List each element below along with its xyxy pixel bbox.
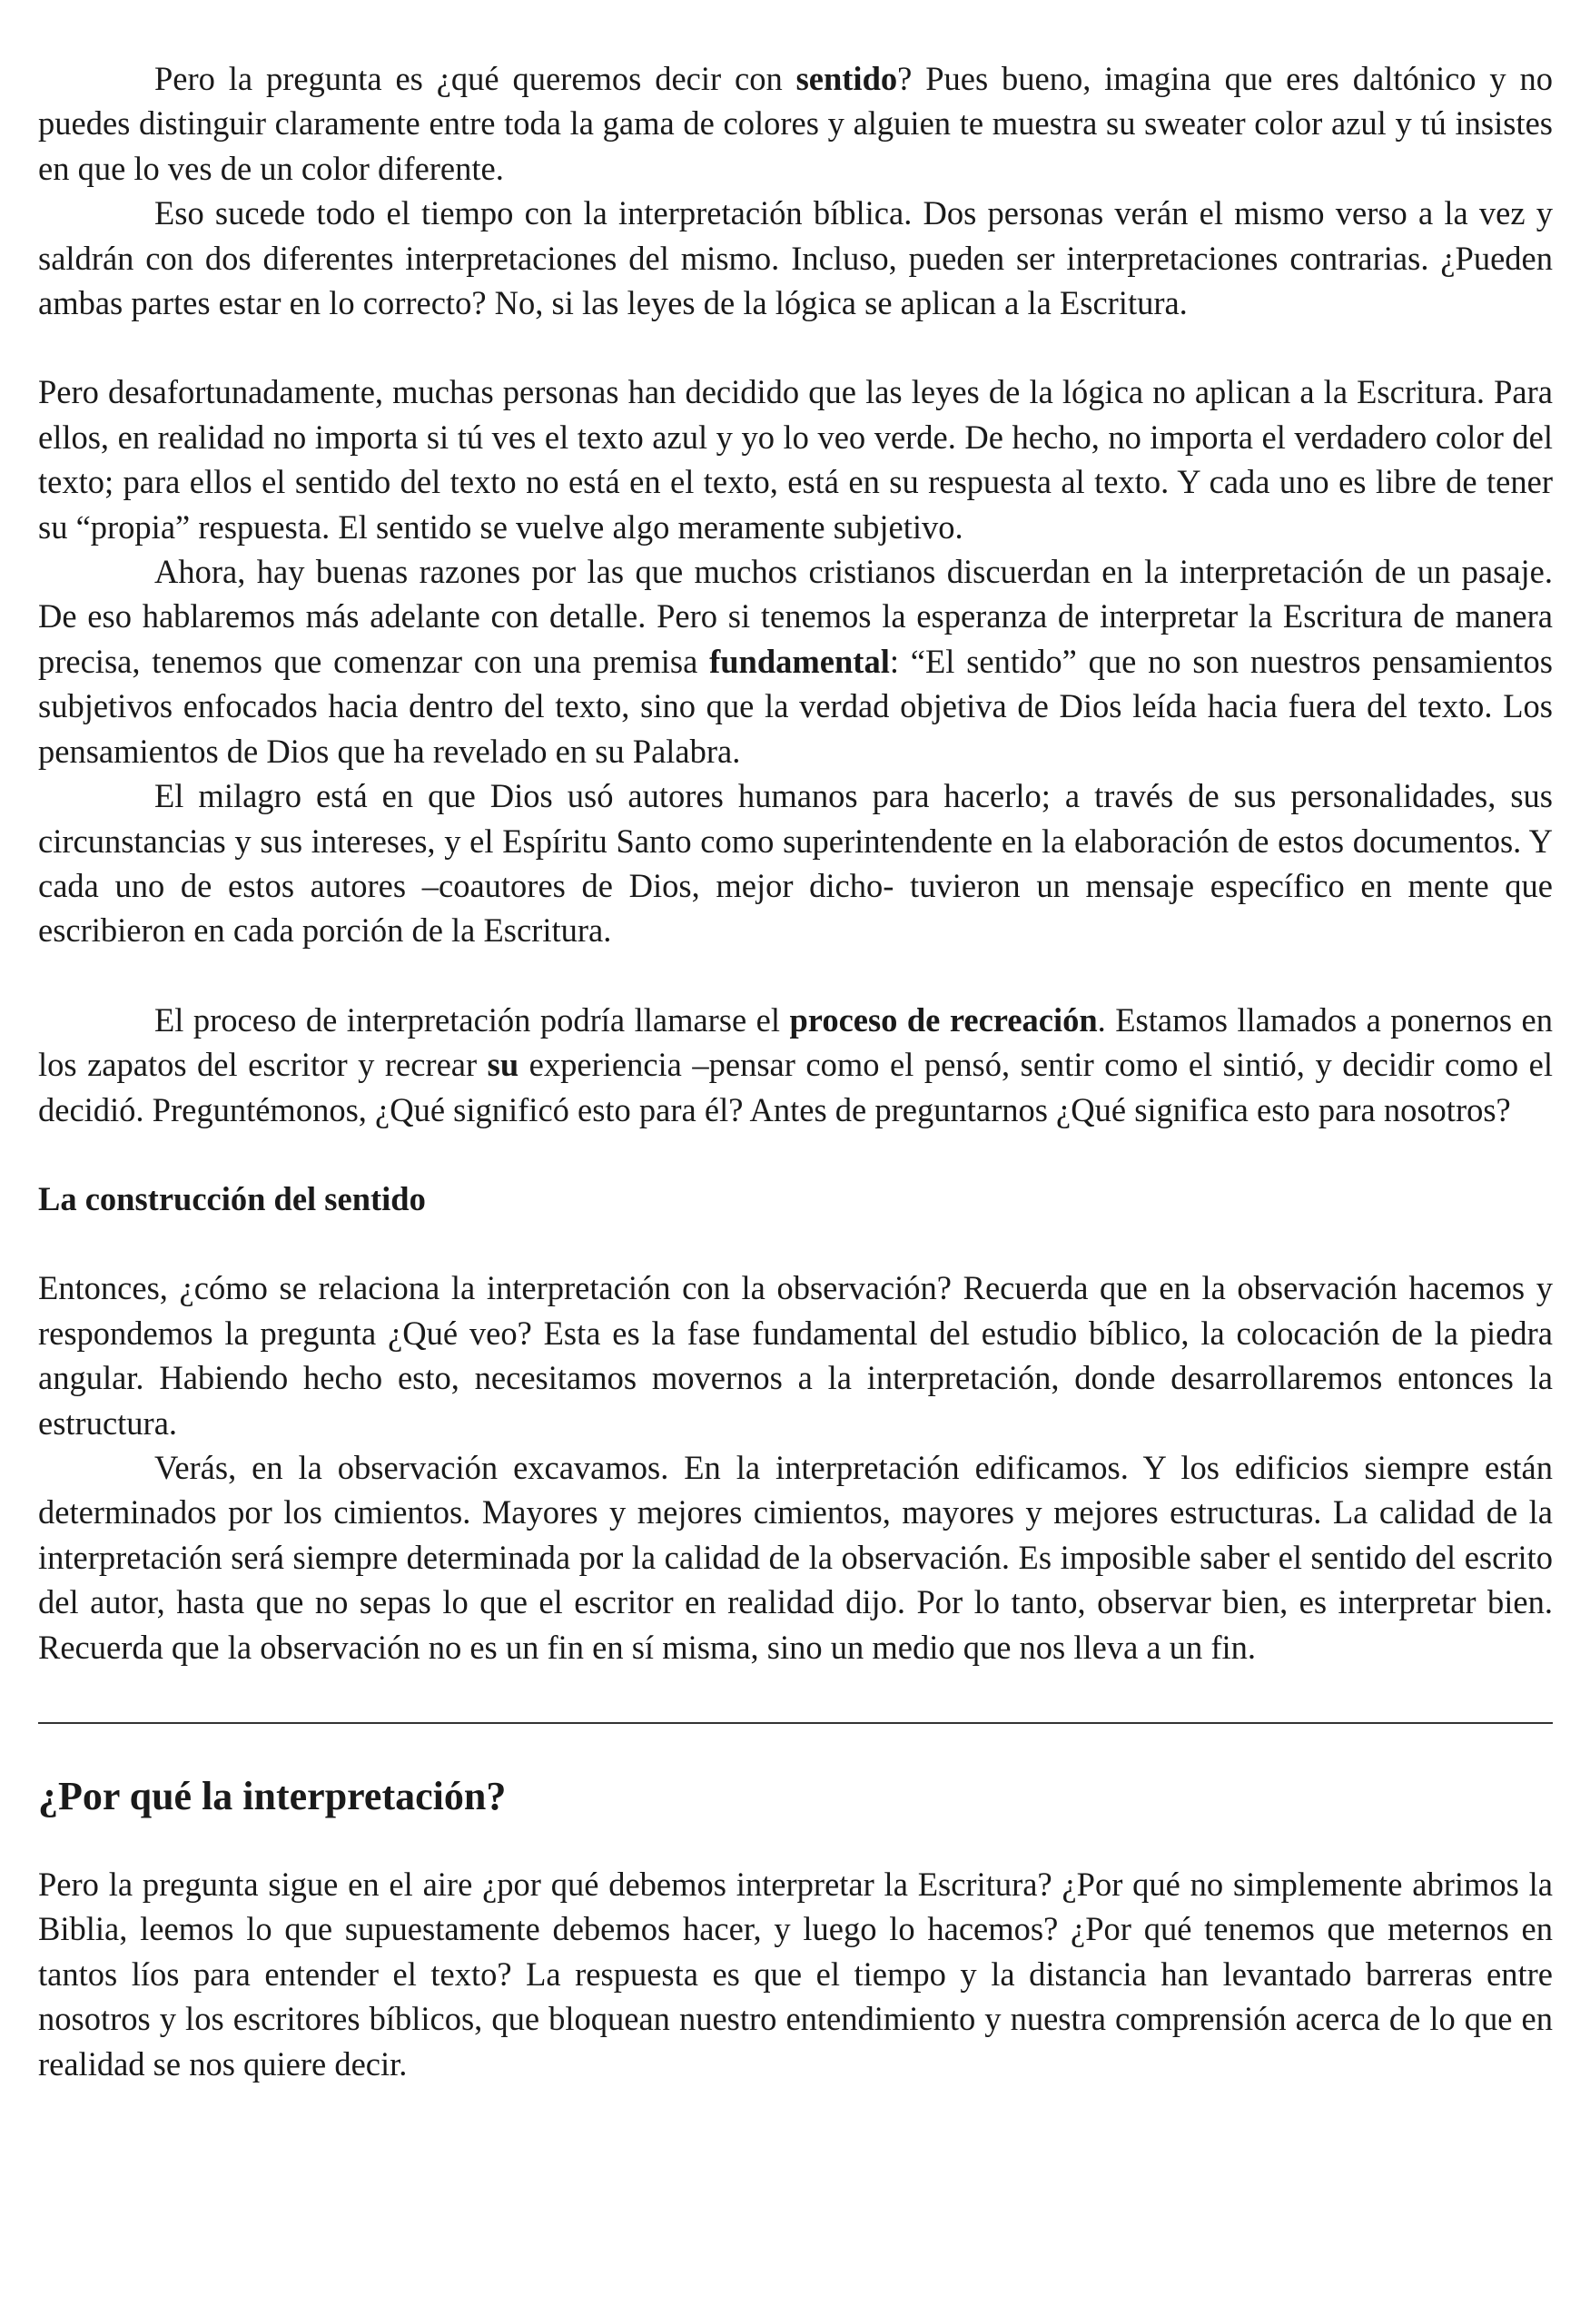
paragraph: Pero la pregunta es ¿qué queremos decir con sentido? Pues bueno, imagina que eres daltónico y no puedes distinguir claramente entre toda la gama de colores y alguien te muestra su sweater color azul y tú insistes en que lo ves de un color diferente. <box>38 60 1554 187</box>
paragraph-gap <box>38 953 1553 998</box>
document-page <box>38 56 1553 2086</box>
paragraph-gap <box>38 1669 1553 1722</box>
bold-term: su <box>487 1046 519 1084</box>
bold-term: proceso de recreación <box>789 1000 1098 1039</box>
paragraph: Ahora, hay buenas razones por las que muchos cristianos discuerdan en la interpretación de un pasaje. De eso hablaremos más adelante con detalle. Pero si tenemos la esperanza de interpretar la Escritura de manera precisa, tenemos que comenzar con una premisa fundamental: “El sentido” que no son nuestros pensamientos subjetivos enfocados hacia dentro del texto, sino que la verdad objetiva de Dios leída hacia fuera del texto. Los pensamientos de Dios que ha revelado en su Palabra. <box>38 553 1553 770</box>
paragraph: Eso sucede todo el tiempo con la interpretación bíblica. Dos personas verán el mismo verso a la vez y saldrán con dos diferentes interpretaciones del mismo. Incluso, pueden ser interpretaciones contrarias. ¿Pueden ambas partes estar en lo correcto? No, si las leyes de la lógica se aplican a la Escritura. <box>38 194 1553 322</box>
bold-term: sentido <box>795 60 898 97</box>
paragraph: El milagro está en que Dios usó autores humanos para hacerlo; a través de sus personalidades, sus circunstancias y sus intereses, y el Espíritu Santo como superintendente en la elaboración de estos documentos. Y cada uno de estos autores –coautores de Dios, mejor dicho- tuvieron un mensaje específico en mente que escribieron en cada porción de la Escritura. <box>38 777 1553 950</box>
paragraph-gap <box>38 1132 1553 1177</box>
section-title: ¿Por qué la interpretación? <box>38 1774 507 1818</box>
paragraph-gap <box>38 1221 1553 1265</box>
paragraph: Pero la pregunta sigue en el aire ¿por qué debemos interpretar la Escritura? ¿Por qué no simplemente abrimos la Biblia, leemos lo que supuestamente debemos hacer, y luego lo hacemos? ¿Por qué tenemos que meternos en tantos líos para entender el texto? La respuesta es que el tiempo y la distancia han levantado barreras entre nosotros y los escritores bíblicos, que bloquean nuestro entendimiento y nuestra comprensión acerca de lo que en realidad se nos quiere decir. <box>38 1866 1553 2083</box>
paragraph-gap <box>38 1822 1553 1862</box>
bold-term: fundamental <box>709 642 890 680</box>
paragraph-gap <box>38 325 1553 369</box>
paragraph: Verás, en la observación excavamos. En la interpretación edificamos. Y los edificios siempre están determinados por los cimientos. Mayores y mejores cimientos, mayores y mejores estructuras. La calidad de la interpretación será siempre determinada por la calidad de la observación. Es imposible saber el sentido del escrito del autor, hasta que no sepas lo que el escritor en realidad dijo. Por lo tanto, observar bien, es interpretar bien. Recuerda que la observación no es un fin en sí misma, sino un medio que nos lleva a un fin. <box>38 1448 1553 1666</box>
paragraph: Entonces, ¿cómo se relaciona la interpretación con la observación? Recuerda que en la observación hacemos y respondemos la pregunta ¿Qué veo? Esta es la fase fundamental del estudio bíblico, la colocación de la piedra angular. Habiendo hecho esto, necesitamos movernos a la interpretación, donde desarrollaremos entonces la estructura. <box>38 1269 1553 1442</box>
paragraph: Pero desafortunadamente, muchas personas han decidido que las leyes de la lógica no aplican a la Escritura. Para ellos, en realidad no importa si tú ves el texto azul y yo lo veo verde. De hecho, no importa el verdadero color del texto; para ellos el sentido del texto no está en el texto, está en su respuesta al texto. Y cada uno es libre de tener su “propia” respuesta. El sentido se vuelve algo meramente subjetivo. <box>38 373 1553 546</box>
subheading: La construcción del sentido <box>38 1179 426 1217</box>
paragraph: El proceso de interpretación podría llamarse el proceso de recreación. Estamos llamados a ponernos en los zapatos del escritor y recrear su experiencia –pensar como el pensó, sentir como el sintió, y decidir como el decidió. Preguntémonos, ¿Qué significó esto para él? Antes de preguntarnos ¿Qué significa esto para nosotros? <box>38 1000 1553 1128</box>
paragraph-gap <box>38 1724 1553 1771</box>
